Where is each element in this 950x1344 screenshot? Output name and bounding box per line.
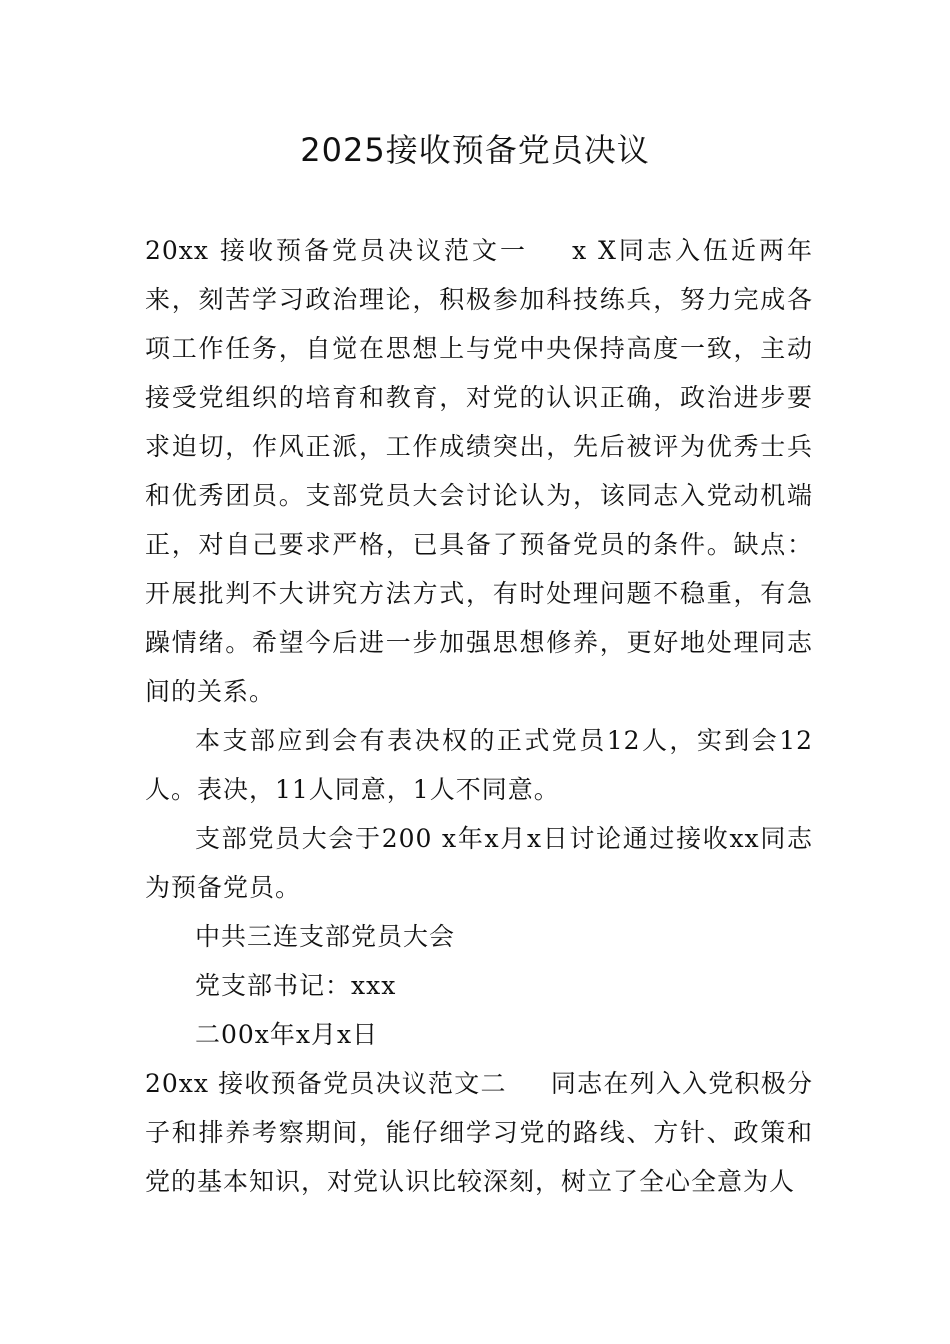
sample-one-body: x X同志入伍近两年来，刻苦学习政治理论，积极参加科技练兵，努力完成各项工作任务，自觉在思想上与党中央保持高度一致，主动接受党组织的培育和教育，对党的认识正确，政治进步要求迫切，作风正派，工作成绩突出，先后被评为优秀士兵和优秀团员。支部党员大会讨论认为，该同志入党动机端正，对自己要求严格，已具备了预备党员的条件。缺点：开展批判不大讲究方法方式，有时处理问题不稳重，有急躁情绪。希望今后进一步加强思想修养，更好地处理同志间的关系。 — [145, 236, 813, 706]
document-title: 2025接收预备党员决议 — [300, 131, 650, 169]
sample-two-heading: 20xx 接收预备党员决议范文二 — [145, 1069, 507, 1098]
signature-organization: 中共三连支部党员大会 — [195, 922, 456, 951]
sample-one-paragraph — [145, 226, 813, 716]
signature-secretary: 党支部书记：xxx — [195, 971, 397, 1000]
resolution-paragraph: 支部党员大会于200 x年x月x日讨论通过接收xx同志为预备党员。 — [145, 824, 813, 902]
document-body — [145, 226, 813, 1206]
sample-two-body: 同志在列入入党积极分子和排养考察期间，能仔细学习党的路线、方针、政策和党的基本知识，对党认识比较深刻，树立了全心全意为人 — [145, 1069, 813, 1196]
signature-date: 二00x年x月x日 — [195, 1020, 379, 1049]
sample-two-paragraph — [145, 1059, 813, 1206]
sample-one-heading: 20xx 接收预备党员决议范文一 — [145, 236, 529, 265]
vote-paragraph: 本支部应到会有表决权的正式党员12人，实到会12人。表决，11人同意，1人不同意。 — [145, 726, 813, 804]
